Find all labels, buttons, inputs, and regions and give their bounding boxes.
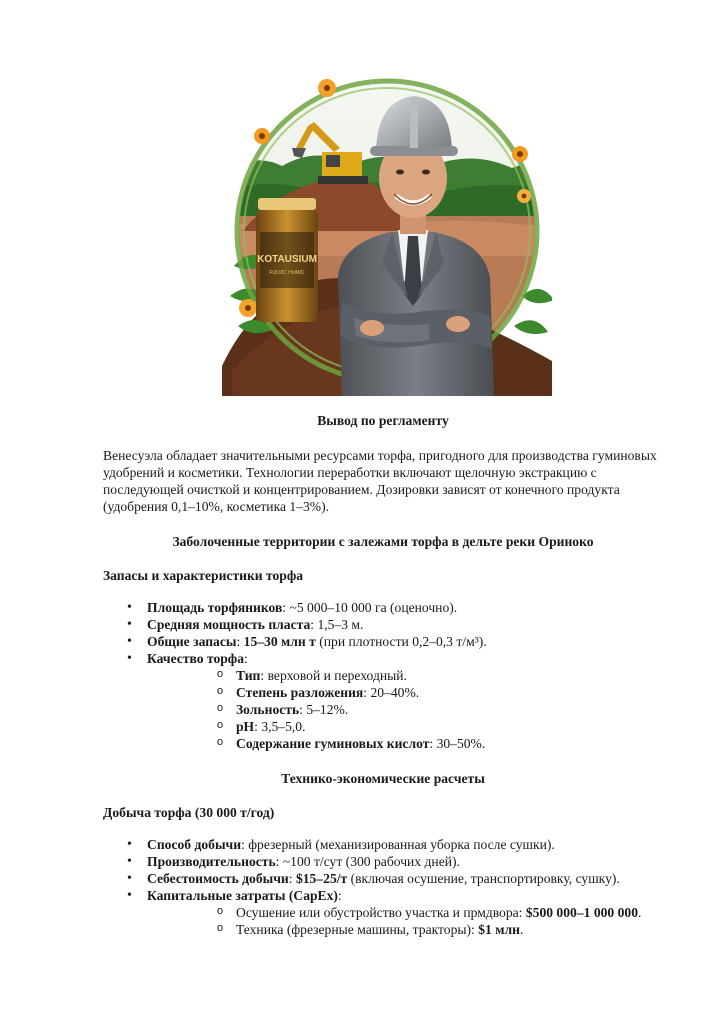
item-value: : bbox=[288, 871, 296, 886]
item-value: : верховой и переходный. bbox=[260, 668, 407, 683]
reserves-heading: Запасы и характеристики торфа bbox=[103, 568, 304, 583]
jar-sub-label: FULVIC HUMIC bbox=[269, 270, 305, 276]
item-value: : 1,5–3 м. bbox=[310, 617, 364, 632]
item-label: Себестоимость добычи bbox=[147, 871, 289, 886]
item-value-tail: . bbox=[519, 922, 524, 937]
item-label: Содержание гуминовых кислот bbox=[236, 736, 430, 751]
sublist-item bbox=[147, 667, 663, 684]
item-label: Капитальные затраты (CapEx) bbox=[147, 888, 338, 903]
item-label: pH bbox=[236, 719, 255, 734]
list-item bbox=[103, 887, 663, 938]
item-value: : 30–50%. bbox=[429, 736, 486, 751]
item-value: : bbox=[244, 651, 248, 666]
sublist-item bbox=[147, 684, 663, 701]
item-label: Тип bbox=[236, 668, 261, 683]
product-jar bbox=[256, 198, 318, 322]
item-value-bold: $500 000–1 000 000 bbox=[525, 905, 638, 920]
item-value: : 5–12%. bbox=[299, 702, 349, 717]
list-item bbox=[103, 650, 663, 752]
item-text: Осушение или обустройство участка и прмдвора: bbox=[236, 905, 526, 920]
item-value-tail: (при плотности 0,2–0,3 т/м³). bbox=[315, 634, 487, 649]
item-value-bold: 15–30 млн т bbox=[243, 634, 316, 649]
item-value: : 20–40%. bbox=[363, 685, 420, 700]
section-title-economics: Технико-экономические расчеты bbox=[281, 771, 485, 786]
item-value-tail: . bbox=[638, 905, 642, 920]
item-label: Производительность bbox=[147, 854, 276, 869]
item-label: Зольность bbox=[236, 702, 300, 717]
sublist-item bbox=[147, 718, 663, 735]
list-item bbox=[103, 853, 663, 870]
item-value-bold: $15–25/т bbox=[295, 871, 348, 886]
section-title-orinoco: Заболоченные территории с залежами торфа в дельте реки Ориноко bbox=[172, 534, 594, 549]
sublist-item bbox=[147, 921, 663, 938]
list-item bbox=[103, 599, 663, 616]
item-label: Степень разложения bbox=[236, 685, 364, 700]
item-value-bold: $1 млн bbox=[478, 922, 520, 937]
sublist-item bbox=[147, 701, 663, 718]
jar-brand-label: KOTAUSIUM bbox=[257, 254, 317, 265]
item-value: : 3,5–5,0. bbox=[254, 719, 306, 734]
quality-sublist bbox=[147, 667, 663, 752]
item-label: Качество торфа bbox=[147, 651, 245, 666]
list-item bbox=[103, 616, 663, 633]
item-text: Техника (фрезерные машины, тракторы): bbox=[236, 922, 479, 937]
sublist-item bbox=[147, 904, 663, 921]
item-label: Средняя мощность пласта bbox=[147, 617, 311, 632]
summary-title: Вывод по регламенту bbox=[317, 413, 449, 428]
list-item bbox=[103, 836, 663, 853]
capex-sublist bbox=[147, 904, 663, 938]
hero-image bbox=[222, 66, 552, 396]
document-body bbox=[103, 412, 663, 938]
item-label: Способ добычи bbox=[147, 837, 242, 852]
hero-illustration bbox=[222, 66, 552, 396]
item-value-tail: (включая осушение, транспортировку, сушку). bbox=[347, 871, 620, 886]
list-item bbox=[103, 633, 663, 650]
item-value: : bbox=[236, 634, 244, 649]
mining-heading: Добыча торфа (30 000 т/год) bbox=[103, 805, 275, 820]
list-item bbox=[103, 870, 663, 887]
item-value: : bbox=[337, 888, 342, 903]
item-value: : фрезерный (механизированная уборка после сушки). bbox=[241, 837, 555, 852]
reserves-list bbox=[103, 599, 663, 752]
item-value: : ~5 000–10 000 га (оценочно). bbox=[282, 600, 458, 615]
item-value: : ~100 т/сут (300 рабочих дней). bbox=[275, 854, 460, 869]
mining-list bbox=[103, 836, 663, 938]
item-label: Площадь торфяников bbox=[147, 600, 283, 615]
sublist-item bbox=[147, 735, 663, 752]
summary-paragraph: Венесуэла обладает значительными ресурсами торфа, пригодного для производства гуминовых удобрений и косметики. Технологии переработки включают щелочную экстракцию с последующей очисткой и концентрированием. Дозировки зависят от конечного продукта (удобрения 0,1–10%, косметика 1–3%). bbox=[103, 448, 657, 514]
item-label: Общие запасы bbox=[147, 634, 237, 649]
